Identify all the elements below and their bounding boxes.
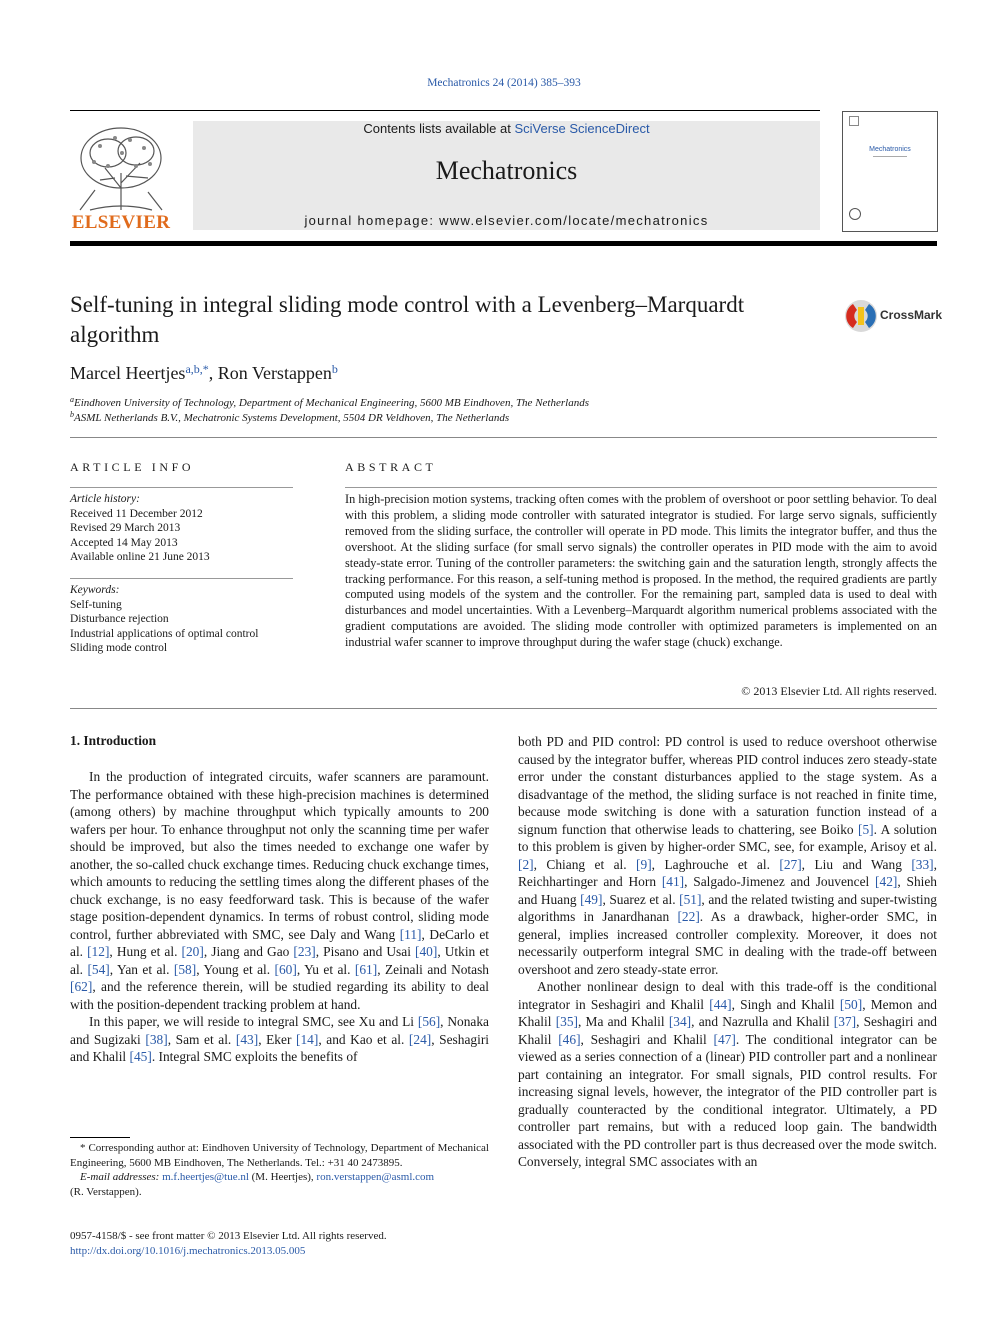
citation-link[interactable]: [41]: [661, 874, 685, 889]
email-line: [70, 1170, 489, 1199]
citation-link[interactable]: [35]: [555, 1014, 578, 1029]
abstract-rule: [345, 487, 937, 488]
email-link[interactable]: ron.verstappen@asml.com: [316, 1171, 435, 1183]
citation-link[interactable]: [58]: [173, 961, 197, 977]
homepage-prefix: journal homepage:: [304, 213, 440, 228]
cover-rule: [873, 156, 907, 157]
journal-citation[interactable]: [0, 77, 992, 89]
history-item: Accepted 14 May 2013: [70, 536, 178, 549]
cover-title: Mechatronics: [869, 146, 911, 153]
article-info-heading: ARTICLE INFO: [70, 460, 195, 474]
abstract-text: In high-precision motion systems, tracking often comes with the problem of overshoot or poor settling behavior. To deal with this problem, a sliding mode controller with saturated integrator is studied. For large servo signals, sufficiently removed from the sliding surface, the controller will operate in PD mode. This limits the integrator buffer, and thus the overshoot. At the sliding surface (for small servo signals) the controller operates in PID mode with the aim to avoid steady-state error. Tuning of the controller parameters: the switching gain and the saturation length, strongly affects the tracking performance. For this reason, a self-tuning method is proposed. In the method, the required gradients are partly computed using models of the system and the controller. For the remaining part, sampled data is used to deal with disturbances and model uncertainties. With a Levenberg–Marquardt algorithm numerical problems associated with the gradient computations are avoided. The sliding mode controller with optimized parameters is implemented on an industrial wafer scanner to improve throughput during the wafer stage (chuck) exchange.: [345, 492, 937, 650]
citation-link[interactable]: [56]: [417, 1014, 441, 1029]
affiliation-mark: b: [70, 410, 74, 419]
affiliation-mark: a: [70, 395, 74, 404]
crossmark-label[interactable]: CrossMark: [880, 308, 943, 322]
body-column-left: [70, 768, 489, 1066]
issn-doi-block: [70, 1229, 387, 1258]
section-heading-introduction: 1. Introduction: [70, 733, 157, 748]
paragraph: both PD and PID control: PD control is used to reduce overshoot otherwise caused by the integrator buffer, whereas PID control induces zero steady-state error under the constant disturbances applied to the stage system. As a disadvantage of the method, the sliding surface is not reached in finite time, because mode switching is done with a saturation function instead of a signum function that otherwise leads to chattering, see Boiko [5]. A solution to this problem is given by higher-order SMC, see, for example, Arisoy et al. [2], Chiang et al. [9], Laghrouche et al. [27], Liu and Wang [33], Reichhartinger and Horn [41], Salgado-Jimenez and Jouvencel [42], Shieh and Huang [49], Suarez et al. [51], and the related twisting and super-twisting algorithms in Janardhanan [22]. As a drawback, higher-order SMC, in general, implies increased controller complexity. Moreover, it does not necessarily outperform integral SMC in dealing with the trade-off between overshoot and zero steady-state error.: [518, 734, 938, 977]
elsevier-wordmark: ELSEVIER: [71, 212, 171, 233]
citation-link[interactable]: [49]: [580, 891, 603, 907]
citation-link[interactable]: [60]: [274, 961, 297, 977]
abstract-copyright: © 2013 Elsevier Ltd. All rights reserved.: [741, 684, 937, 698]
journal-homepage: [193, 213, 820, 228]
cover-emblem-icon: [849, 116, 859, 126]
cover-seal-icon: [849, 208, 861, 220]
citation-link[interactable]: [43]: [235, 1031, 259, 1047]
affiliation-a: [70, 395, 589, 409]
keyword: Sliding mode control: [70, 642, 168, 654]
paragraph: Another nonlinear design to deal with this trade-off is the conditional integrator in Seshagiri and Khalil [44], Singh and Khalil [50], Memon and Khalil [35], Ma and Khalil [34], and Nazrulla and Khalil [37], Seshagiri and Khalil [46], Seshagiri and Khalil [47]. The conditional integrator can be viewed as a series connection of a (linear) PID controller part and a nonlinear part containing an integrator. For small signals, PID control results. For increasing signal levels, however, the integrator of the PID controller part is gradually counteracted by the conditional integrator. Ultimately, a PD controller part remains, but with a reduced loop gain. The bandwidth associated with the PD controller part is thus decreased over the mode switch. Conversely, integral SMC associates with an: [518, 979, 937, 1169]
author-name[interactable]: Ron Verstappen: [217, 363, 332, 383]
citation-link[interactable]: [45]: [129, 1049, 152, 1064]
homepage-url[interactable]: www.elsevier.com/locate/mechatronics: [439, 213, 709, 228]
paragraph: In this paper, we will reside to integral SMC, see Xu and Li [56], Nonaka and Sugizaki [38], Sam et al. [43], Eker [14], and Kao et al. [24], Seshagiri and Khalil [45]. Integral SMC exploits the benefits of: [70, 1014, 490, 1064]
abstract-heading: ABSTRACT: [345, 460, 437, 474]
citation-link[interactable]: [46]: [558, 1031, 581, 1047]
article-info-rule: [70, 487, 293, 488]
email-owner: (M. Heertjes),: [248, 1171, 317, 1183]
issn-line: 0957-4158/$ - see front matter © 2013 Elsevier Ltd. All rights reserved.: [70, 1230, 387, 1242]
citation-link[interactable]: [51]: [679, 891, 702, 907]
keyword: Self-tuning: [70, 598, 122, 611]
contents-line: [193, 121, 820, 136]
citation-link[interactable]: [38]: [145, 1031, 168, 1047]
journal-title: Mechatronics: [435, 156, 578, 185]
citation-link[interactable]: [61]: [354, 961, 378, 977]
article-history: [70, 492, 293, 565]
citation-link[interactable]: [12]: [87, 944, 110, 959]
author-affiliation-marks[interactable]: a,b,*: [185, 362, 209, 376]
title-line-2: algorithm: [70, 322, 160, 347]
history-label: Article history:: [70, 493, 140, 505]
citation-link[interactable]: [42]: [875, 874, 898, 889]
citation-link[interactable]: Mechatronics 24 (2014) 385–393: [427, 77, 581, 89]
citation-link[interactable]: [62]: [70, 979, 93, 994]
email-label: E-mail addresses:: [80, 1171, 160, 1183]
citation-link[interactable]: [37]: [833, 1014, 857, 1029]
author-separator: ,: [208, 363, 218, 383]
citation-link[interactable]: [27]: [779, 856, 802, 872]
history-item: Available online 21 June 2013: [70, 551, 210, 563]
sciencedirect-link[interactable]: SciVerse ScienceDirect: [514, 121, 650, 136]
paper-title: [70, 290, 830, 350]
abstract-bottom-rule: [70, 708, 937, 709]
citation-link[interactable]: [5]: [857, 821, 874, 837]
author-list: [70, 362, 338, 384]
citation-link[interactable]: [22]: [677, 909, 700, 924]
citation-link[interactable]: [20]: [181, 944, 204, 959]
title-line-1: Self-tuning in integral sliding mode control with a Levenberg–Marquardt: [70, 292, 745, 317]
body-column-right: [518, 733, 937, 1171]
affiliation-rule: [70, 437, 937, 438]
affiliation-text: Eindhoven University of Technology, Department of Mechanical Engineering, 5600 MB Eindhoven, The Netherlands: [74, 397, 589, 409]
author-affiliation-marks[interactable]: b: [331, 362, 338, 376]
journal-cover-thumbnail[interactable]: [842, 111, 938, 232]
doi-link[interactable]: http://dx.doi.org/10.1016/j.mechatronics.2013.05.005: [70, 1244, 306, 1257]
keywords-rule: [70, 578, 293, 579]
keywords-label: Keywords:: [70, 584, 120, 596]
affiliation-text: ASML Netherlands B.V., Mechatronic Systems Development, 5504 DR Veldhoven, The Netherlands: [74, 412, 510, 424]
citation-link[interactable]: [11]: [399, 926, 422, 942]
citation-link[interactable]: [40]: [415, 944, 438, 959]
corresponding-author-note: * Corresponding author at: Eindhoven University of Technology, Department of Mechanical Engineering, 5600 MB Eindhoven, The Netherlands. Tel.: +31 40 2473895.: [70, 1142, 489, 1169]
email-link[interactable]: m.f.heertjes@tue.nl: [162, 1171, 249, 1183]
citation-link[interactable]: [34]: [668, 1014, 692, 1029]
citation-link[interactable]: [33]: [911, 856, 934, 872]
citation-link[interactable]: [44]: [709, 996, 732, 1012]
footnote-rule: [70, 1137, 130, 1138]
author-name[interactable]: Marcel Heertjes: [70, 363, 186, 383]
keywords: [70, 583, 293, 656]
footnote: [70, 1141, 489, 1199]
contents-prefix: Contents lists available at: [363, 121, 515, 136]
paragraph: In the production of integrated circuits, wafer scanners are paramount. The performance obtained with these high-precision machines is determined (among others) by machine throughput which typically amounts to 200 wafers per hour. To enhance throughput not only the scanning time per wafer should be improved, but also the times needed to exchange one wafer by another, the so-called chuck exchange times. Reducing chuck exchange times, which amounts to reducing the settling times along the different phases of the chuck exchange, is no easy feedforward task. This is because of the wafer stage position-dependent dynamics. In terms of robust control, sliding mode control, further abbreviated with SMC, see Daly and Wang [11], DeCarlo et al. [12], Hung et al. [20], Jiang and Gao [23], Pisano and Usai [40], Utkin et al. [54], Yan et al. [58], Young et al. [60], Yu et al. [61], Zeinali and Notash [62], and the reference therein, will be studied regarding its ability to deal with the position-dependent tracking problem at hand.: [70, 769, 490, 1012]
affiliation-b: [70, 410, 509, 424]
header-rule: [70, 110, 820, 111]
citation-link[interactable]: [47]: [713, 1031, 736, 1047]
history-item: Revised 29 March 2013: [70, 522, 181, 534]
email-owner: (R. Verstappen).: [70, 1185, 142, 1198]
citation-link[interactable]: [2]: [518, 856, 534, 872]
citation-link[interactable]: [23]: [293, 944, 316, 959]
history-item: Received 11 December 2012: [70, 507, 203, 520]
citation-link[interactable]: [24]: [408, 1031, 432, 1047]
citation-link[interactable]: [54]: [87, 961, 110, 977]
header-thick-rule: [70, 241, 937, 246]
citation-link[interactable]: [50]: [839, 996, 863, 1012]
keyword: Disturbance rejection: [70, 613, 169, 625]
keyword: Industrial applications of optimal control: [70, 627, 259, 640]
citation-link[interactable]: [9]: [636, 856, 652, 872]
citation-link[interactable]: [14]: [296, 1031, 319, 1047]
